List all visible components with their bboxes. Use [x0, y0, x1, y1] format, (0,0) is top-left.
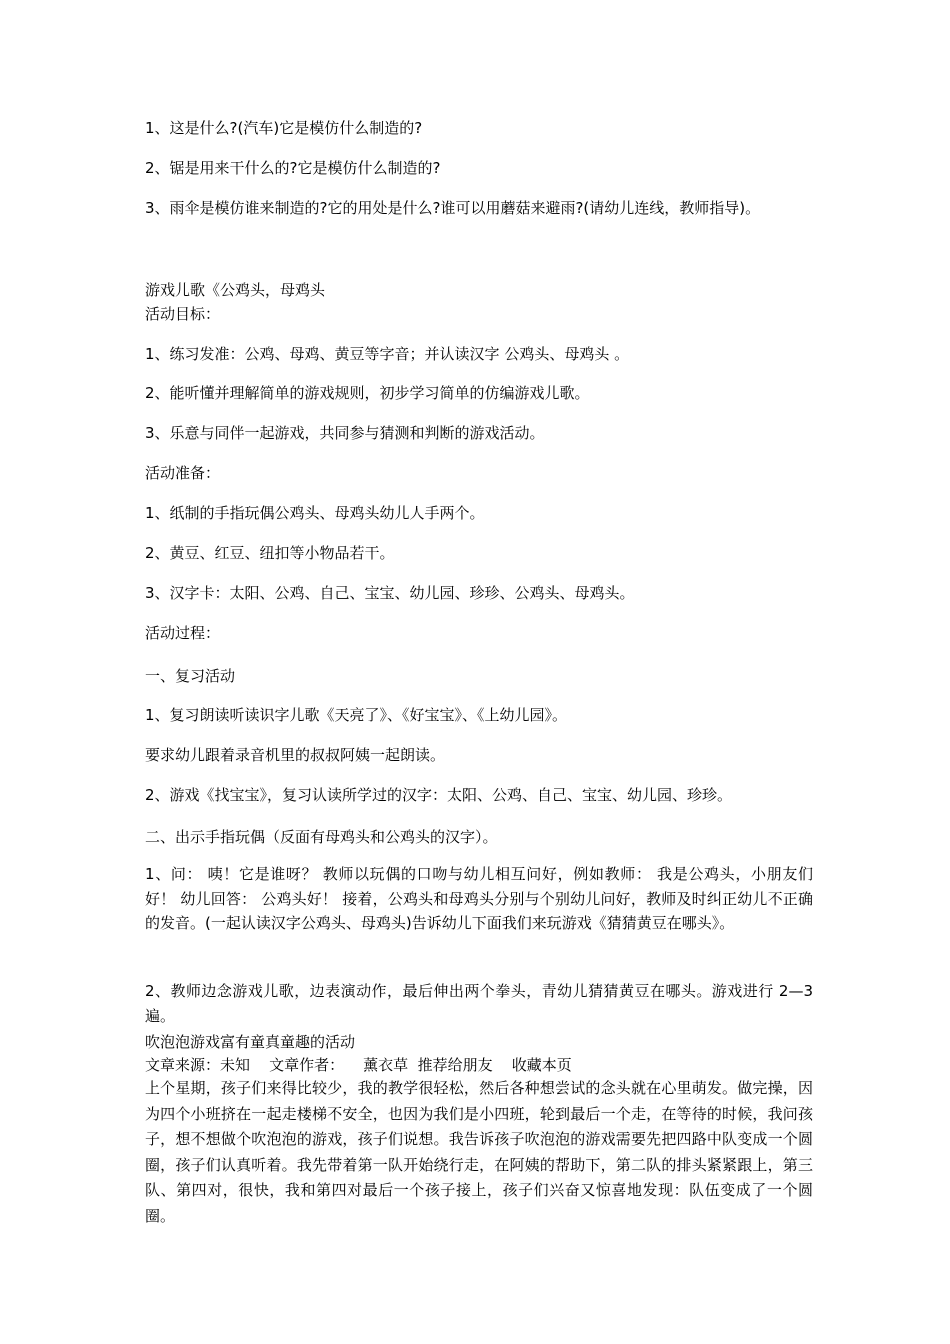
prep-item-3: 3、汉字卡：太阳、公鸡、自己、宝宝、幼儿园、珍珍、公鸡头、母鸡头。 [145, 584, 635, 602]
process-heading: 活动过程： [145, 624, 221, 642]
prep-item-2: 2、黄豆、红豆、纽扣等小物品若干。 [145, 544, 395, 562]
prep-item-1: 1、纸制的手指玩偶公鸡头、母鸡头幼儿人手两个。 [145, 504, 485, 522]
section1-item-2: 要求幼儿跟着录音机里的叔叔阿姨一起朗读。 [145, 746, 446, 764]
section2-heading: 二、出示手指玩偶（反面有母鸡头和公鸡头的汉字）。 [145, 828, 498, 846]
goal-item-1: 1、练习发准：公鸡、母鸡、黄豆等字音；并认读汉字 公鸡头、母鸡头 。 [145, 345, 630, 363]
section2-item-2: 2、教师边念游戏儿歌，边表演动作，最后伸出两个拳头，青幼儿猜猜黄豆在哪头。游戏进行 2—3 遍。 [145, 982, 813, 1025]
game-title: 游戏儿歌《公鸡头，母鸡头 [145, 281, 326, 299]
question-1: 1、这是什么?(汽车)它是模仿什么制造的? [145, 119, 423, 137]
article-body: 上个星期，孩子们来得比较少，我的教学很轻松，然后各种想尝试的念头就在心里萌发。做完操，因为四个小班挤在一起走楼梯不安全，也因为我们是小四班，轮到最后一个走，在等待的时候，我问孩子，想不想做个吹泡泡的游戏，孩子们说想。我告诉孩子吹泡泡的游戏需要先把四路中队变成一个圆圈，孩子们认真听着。我先带着第一队开始绕行走，在阿姨的帮助下，第二队的排头紧紧跟上，第三队、第四对，很快，我和第四对最后一个孩子接上，孩子们兴奋又惊喜地发现：队伍变成了一个圆圈。 [145, 1079, 813, 1225]
prep-heading: 活动准备： [145, 464, 221, 482]
question-2: 2、锯是用来干什么的?它是模仿什么制造的? [145, 159, 441, 177]
goal-item-3: 3、乐意与同伴一起游戏，共同参与猜测和判断的游戏活动。 [145, 424, 545, 442]
article-meta: 文章来源：未知 文章作者： 薰衣草 推荐给朋友 收藏本页 [145, 1056, 572, 1074]
section2-item-1: 1、问： 咦！它是谁呀？ 教师以玩偶的口吻与幼儿相互问好，例如教师： 我是公鸡头，小朋友们好！ 幼儿回答： 公鸡头好！ 接着，公鸡头和母鸡头分别与个别幼儿问好，教师及时纠正幼儿不正确的发音。(一起认读汉字公鸡头、母鸡头)告诉幼儿下面我们来玩游戏《猜猜黄豆在哪头》。 [145, 865, 813, 932]
article-title: 吹泡泡游戏富有童真童趣的活动 [145, 1033, 356, 1051]
section1-heading: 一、复习活动 [145, 667, 236, 685]
question-3: 3、雨伞是模仿谁来制造的?它的用处是什么?谁可以用蘑菇来避雨?(请幼儿连线，教师指导)。 [145, 199, 761, 217]
section1-item-3: 2、游戏《找宝宝》，复习认读所学过的汉字：太阳、公鸡、自己、宝宝、幼儿园、珍珍。 [145, 786, 733, 804]
section1-item-1: 1、复习朗读听读识字儿歌《天亮了》、《好宝宝》、《上幼儿园》。 [145, 706, 568, 724]
goal-item-2: 2、能听懂并理解简单的游戏规则，初步学习简单的仿编游戏儿歌。 [145, 384, 590, 402]
goals-heading: 活动目标： [145, 305, 221, 323]
